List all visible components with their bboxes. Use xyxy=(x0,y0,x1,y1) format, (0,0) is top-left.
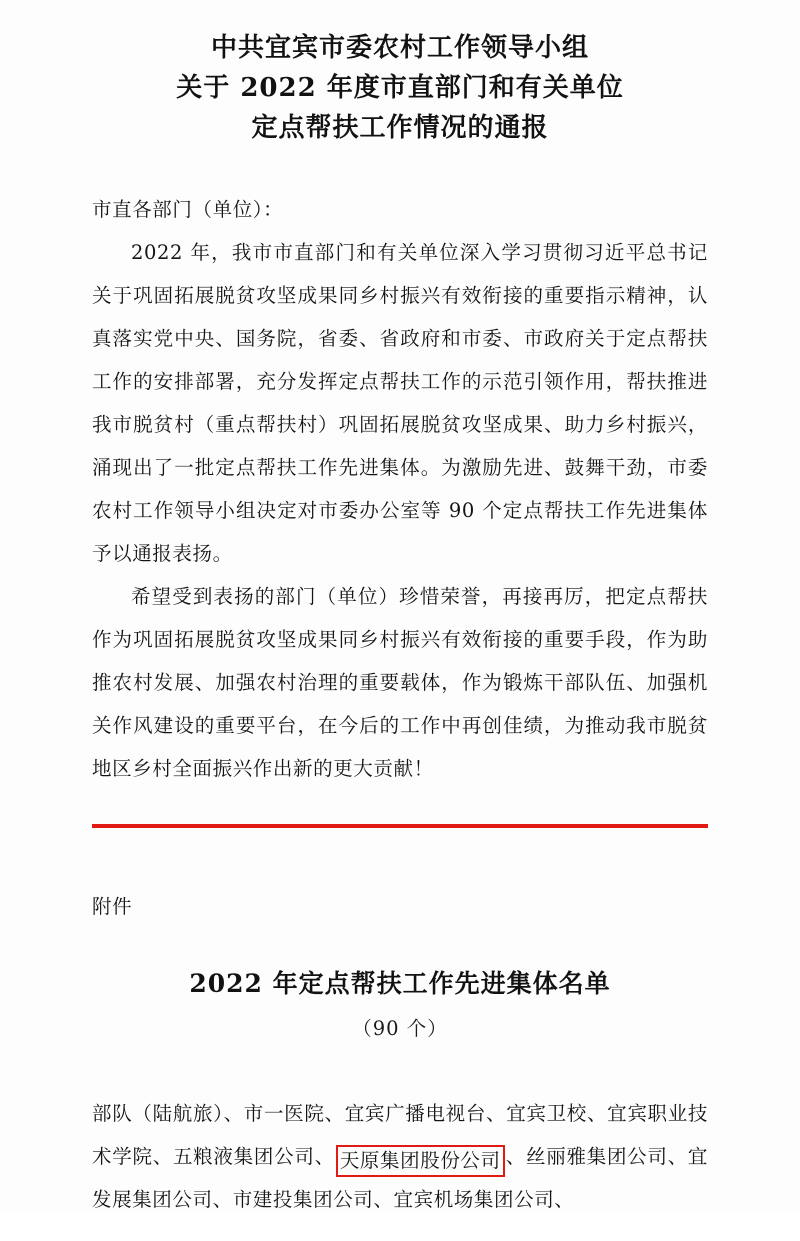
attachment-title: 2022 年定点帮扶工作先进集体名单 xyxy=(189,969,611,998)
red-divider xyxy=(92,824,708,828)
document-body xyxy=(92,188,708,790)
title-line-1: 中共宜宾市委农村工作领导小组 xyxy=(210,33,589,63)
title-line-2: 关于 2022 年度市直部门和有关单位 xyxy=(176,73,624,103)
list-text-before: 部队（陆航旅）、市一医院、宜宾广播电视台、宜宾卫校、宜宾职业技术学院、五粮液集团公司、 xyxy=(92,1102,708,1168)
list-paragraph xyxy=(92,1092,708,1221)
body-paragraph-2: 希望受到表扬的部门（单位）珍惜荣誉，再接再厉，把定点帮扶作为巩固拓展脱贫攻坚成果同乡村振兴有效衔接的重要手段，作为助推农村发展、加强农村治理的重要载体，作为锻炼干部队伍、加强机关作风建设的重要平台，在今后的工作中再创佳绩，为推动我市脱贫地区乡村全面振兴作出新的更大贡献！ xyxy=(92,585,708,780)
attachment-label: 附件 xyxy=(92,895,133,918)
list-text-after: 、丝丽雅集团公司、宜发展集团公司、市建投集团公司、宜宾机场集团公司、 xyxy=(92,1145,708,1211)
attachment-list xyxy=(92,1092,708,1221)
salutation: 市直各部门（单位）： xyxy=(92,198,284,221)
document-title xyxy=(92,0,708,148)
body-paragraph-1: 2022 年，我市市直部门和有关单位深入学习贯彻习近平总书记关于巩固拓展脱贫攻坚成果同乡村振兴有效衔接的重要指示精神，认真落实党中央、国务院，省委、省政府和市委、市政府关于定点帮扶工作的安排部署，充分发挥定点帮扶工作的示范引领作用，帮扶推进我市脱贫村（重点帮扶村）巩固拓展脱贫攻坚成果、助力乡村振兴，涌现出了一批定点帮扶工作先进集体。为激励先进、鼓舞干劲，市委农村工作领导小组决定对市委办公室等 90 个定点帮扶工作先进集体予以通报表扬。 xyxy=(92,241,708,565)
title-line-3: 定点帮扶工作情况的通报 xyxy=(251,113,549,143)
highlighted-entry: 天原集团股份公司 xyxy=(336,1145,505,1177)
document-content xyxy=(92,0,708,1241)
attachment-count: （90 个） xyxy=(352,1017,448,1040)
